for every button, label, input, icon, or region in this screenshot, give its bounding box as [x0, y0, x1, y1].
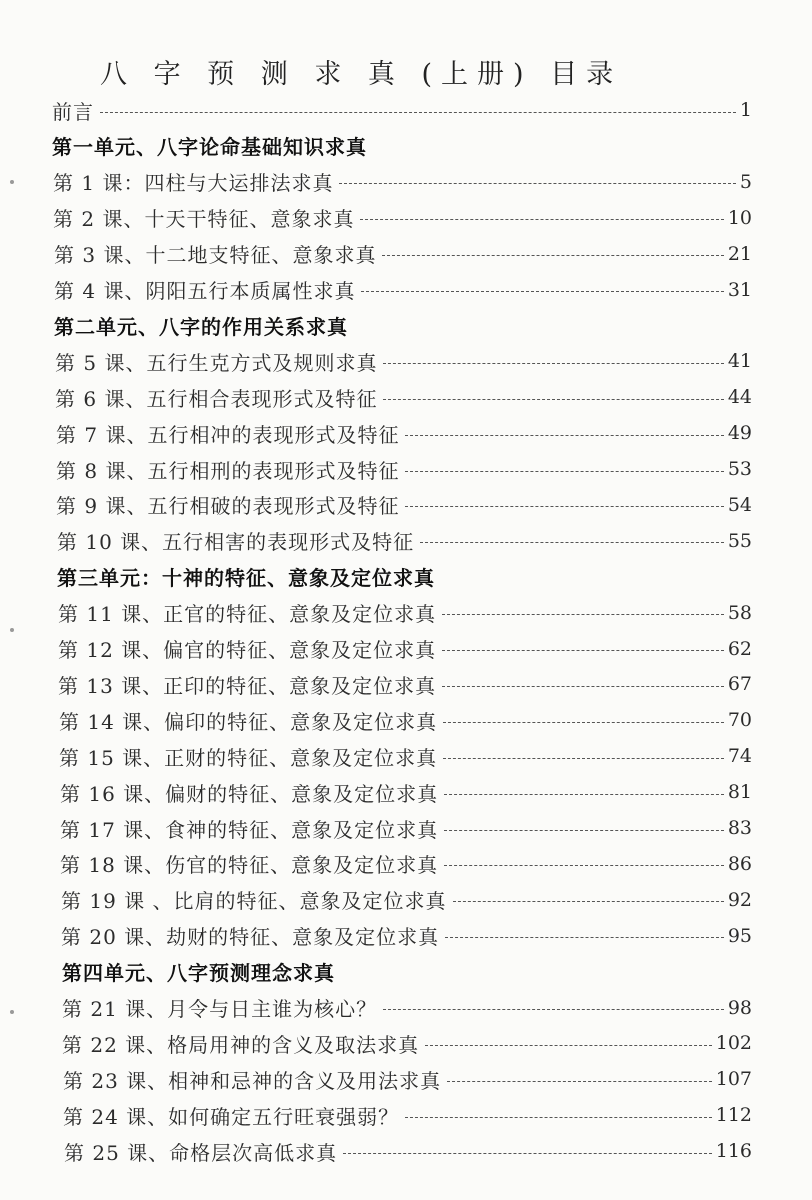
page-number: 95	[727, 924, 752, 947]
page-number: 92	[727, 888, 752, 911]
page-number: 49	[727, 422, 752, 445]
toc-entry	[58, 595, 752, 631]
dot-leader	[442, 650, 724, 651]
page-number: 53	[727, 458, 752, 480]
toc-entry	[57, 523, 752, 559]
page-number: 10	[727, 206, 752, 229]
toc-entry	[60, 846, 752, 882]
page-number: 86	[727, 852, 752, 875]
toc-entry	[53, 200, 752, 236]
toc-entry	[58, 666, 752, 702]
entry-title: 第 1 课：四柱与大运排法求真	[53, 171, 334, 196]
dot-leader	[383, 399, 723, 400]
entry-title: 第 12 课、偏官的特征、意象及定位求真	[58, 638, 437, 662]
entry-title: 第 9 课、五行相破的表现形式及特征	[56, 494, 400, 519]
entry-title: 第 4 课、阴阳五行本质属性求真	[54, 279, 356, 303]
page-number: 102	[715, 1032, 752, 1055]
toc-entry	[58, 631, 752, 667]
toc-entry	[56, 451, 752, 487]
entry-title: 第 11 课、正官的特征、意象及定位求真	[58, 602, 437, 627]
page-number: 83	[727, 817, 752, 839]
entry-title: 第 5 课、五行生克方式及规则求真	[55, 350, 378, 375]
page-number: 1	[739, 99, 752, 121]
page-number: 70	[727, 709, 752, 732]
entry-title: 第 19 课 、比肩的特征、意象及定位求真	[61, 889, 447, 914]
dot-leader	[382, 255, 723, 256]
page-number: 21	[727, 242, 752, 265]
entry-title: 第 10 课、五行相害的表现形式及特征	[57, 530, 415, 555]
toc-entry	[59, 702, 752, 738]
unit-heading: 第四单元、八字预测理念求真	[62, 961, 335, 986]
entry-title: 第 14 课、偏印的特征、意象及定位求真	[59, 709, 438, 734]
page-number: 54	[727, 493, 752, 516]
entry-title: 第 8 课、五行相刑的表现形式及特征	[56, 458, 400, 483]
dot-leader	[444, 830, 724, 831]
entry-title: 第 16 课、偏财的特征、意象及定位求真	[60, 781, 439, 806]
dot-leader	[442, 614, 724, 615]
dot-leader	[405, 506, 723, 507]
dot-leader	[343, 1153, 712, 1154]
dot-leader	[405, 435, 723, 436]
entry-title: 前言	[52, 99, 94, 124]
page-title: 八 字 预 测 求 真 (上册) 目录	[100, 59, 623, 90]
dot-leader	[361, 291, 723, 292]
entry-title: 第 22 课、格局用神的含义及取法求真	[62, 1032, 420, 1057]
dot-leader	[443, 758, 724, 759]
entry-title: 第 18 课、伤官的特征、意象及定位求真	[60, 853, 439, 878]
toc-entry	[63, 1097, 752, 1133]
page-number: 98	[727, 996, 752, 1019]
entry-title: 第 17 课、食神的特征、意象及定位求真	[60, 817, 439, 842]
entry-title: 第 20 课、劫财的特征、意象及定位求真	[61, 925, 440, 950]
toc-entry	[61, 882, 752, 918]
entry-title: 第 13 课、正印的特征、意象及定位求真	[58, 673, 437, 698]
toc-entry	[52, 92, 752, 128]
toc-entry	[63, 1061, 752, 1097]
page-number: 74	[727, 745, 752, 768]
entry-title: 第 21 课、月令与日主谁为核心？	[62, 997, 378, 1021]
page-number: 116	[715, 1140, 752, 1163]
toc-entry	[62, 990, 752, 1026]
entry-title: 第 23 课、相神和忌神的含义及用法求真	[63, 1068, 442, 1093]
dot-leader	[445, 937, 724, 938]
dot-leader	[443, 722, 724, 723]
entry-title: 第 6 课、五行相合表现形式及特征	[55, 386, 378, 411]
toc-entry	[64, 1133, 752, 1169]
page-number: 41	[727, 350, 752, 373]
unit-heading: 第三单元：十神的特征、意象及定位求真	[57, 566, 435, 591]
page-number: 44	[727, 386, 752, 409]
page-number: 58	[727, 601, 752, 624]
page-number: 55	[727, 529, 752, 552]
page-number: 62	[727, 637, 752, 660]
scan-speck	[10, 1010, 14, 1014]
toc-entry	[56, 487, 752, 523]
dot-leader	[100, 112, 736, 113]
dot-leader	[383, 363, 723, 364]
toc-entry	[54, 272, 752, 308]
unit-heading: 第二单元、八字的作用关系求真	[54, 314, 348, 339]
dot-leader	[444, 865, 724, 866]
entry-title: 第 7 课、五行相冲的表现形式及特征	[56, 422, 400, 447]
toc-entry	[55, 343, 752, 379]
toc-entry	[59, 738, 752, 774]
toc-entry	[62, 1025, 752, 1061]
entry-title: 第 24 课、如何确定五行旺衰强弱？	[63, 1104, 400, 1129]
toc-entry	[56, 415, 752, 451]
dot-leader	[447, 1081, 712, 1082]
dot-leader	[444, 794, 724, 795]
toc-entry	[53, 164, 752, 200]
toc-entry	[60, 774, 752, 810]
entry-title: 第 3 课、十二地支特征、意象求真	[54, 243, 377, 268]
toc-entry	[61, 918, 752, 954]
entry-title: 第 15 课、正财的特征、意象及定位求真	[59, 745, 438, 770]
page-number: 81	[727, 781, 752, 804]
entry-title: 第 25 课、命格层次高低求真	[64, 1140, 338, 1165]
unit-heading: 第一单元、八字论命基础知识求真	[52, 135, 367, 160]
page-number: 107	[715, 1068, 752, 1091]
page-number: 5	[739, 170, 752, 193]
page-number: 31	[727, 278, 752, 301]
dot-leader	[405, 1117, 712, 1118]
dot-leader	[442, 686, 724, 687]
dot-leader	[420, 542, 724, 543]
scan-speck	[10, 628, 14, 632]
page-number: 67	[727, 673, 752, 696]
dot-leader	[453, 901, 724, 902]
dot-leader	[360, 219, 723, 220]
entry-title: 第 2 课、十天干特征、意象求真	[53, 207, 355, 232]
toc-entry	[60, 810, 752, 846]
page-number: 112	[715, 1104, 752, 1127]
dot-leader	[383, 1009, 724, 1010]
dot-leader	[339, 183, 735, 184]
toc-entry	[55, 379, 752, 415]
toc-entry	[54, 236, 752, 272]
scan-speck	[10, 180, 14, 184]
dot-leader	[425, 1045, 712, 1046]
dot-leader	[405, 471, 723, 472]
